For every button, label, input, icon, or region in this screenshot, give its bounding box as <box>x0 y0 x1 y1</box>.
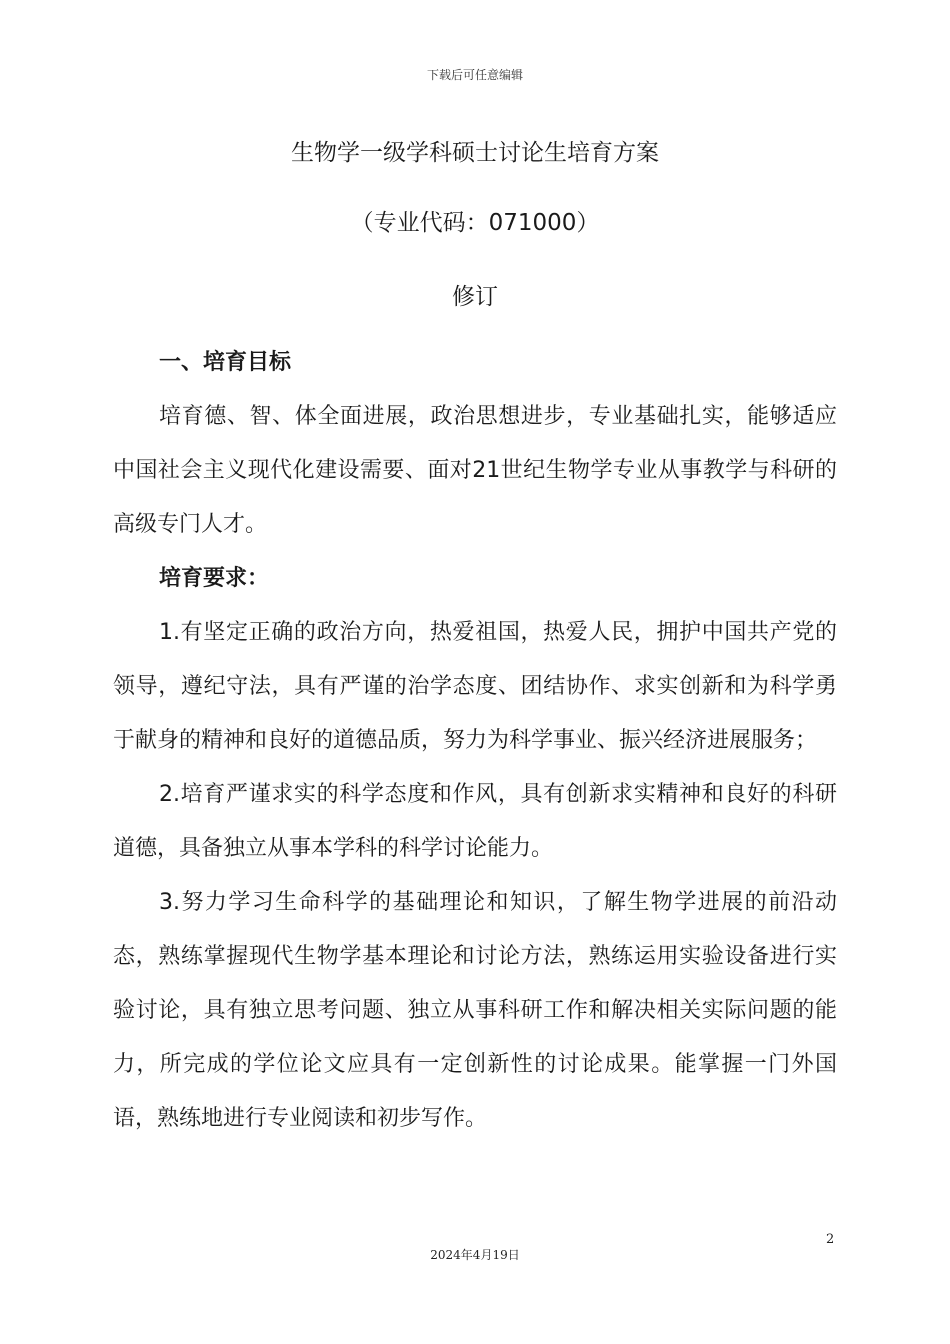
requirement-item-2: 2.培育严谨求实的科学态度和作风，具有创新求实精神和良好的科研道德，具备独立从事本学科的科学讨论能力。 <box>113 782 837 861</box>
document-title: 生物学一级学科硕士讨论生培育方案 <box>291 140 659 166</box>
document-body <box>113 336 837 1146</box>
header-note: 下载后可任意编辑 <box>426 68 523 82</box>
requirements-heading: 培育要求： <box>159 566 270 591</box>
revision-label: 修订 <box>452 284 498 310</box>
page-number: 2 <box>826 1232 835 1247</box>
objective-paragraph: 培育德、智、体全面进展，政治思想进步，专业基础扎实，能够适应中国社会主义现代化建设需要、面对21世纪生物学专业从事教学与科研的高级专门人才。 <box>113 404 837 537</box>
footer-date: 2024年4月19日 <box>430 1248 520 1262</box>
section-heading: 一、培育目标 <box>159 350 292 375</box>
requirement-item-1: 1.有坚定正确的政治方向，热爱祖国，热爱人民，拥护中国共产党的领导，遵纪守法，具有严谨的治学态度、团结协作、求实创新和为科学勇于献身的精神和良好的道德品质，努力为科学事业、振兴经济进展服务； <box>113 620 837 753</box>
program-code: （专业代码：071000） <box>350 210 600 236</box>
requirement-item-3: 3.努力学习生命科学的基础理论和知识，了解生物学进展的前沿动态，熟练掌握现代生物学基本理论和讨论方法，熟练运用实验设备进行实验讨论，具有独立思考问题、独立从事科研工作和解决相关实际问题的能力，所完成的学位论文应具有一定创新性的讨论成果。能掌握一门外国语，熟练地进行专业阅读和初步写作。 <box>113 890 837 1131</box>
